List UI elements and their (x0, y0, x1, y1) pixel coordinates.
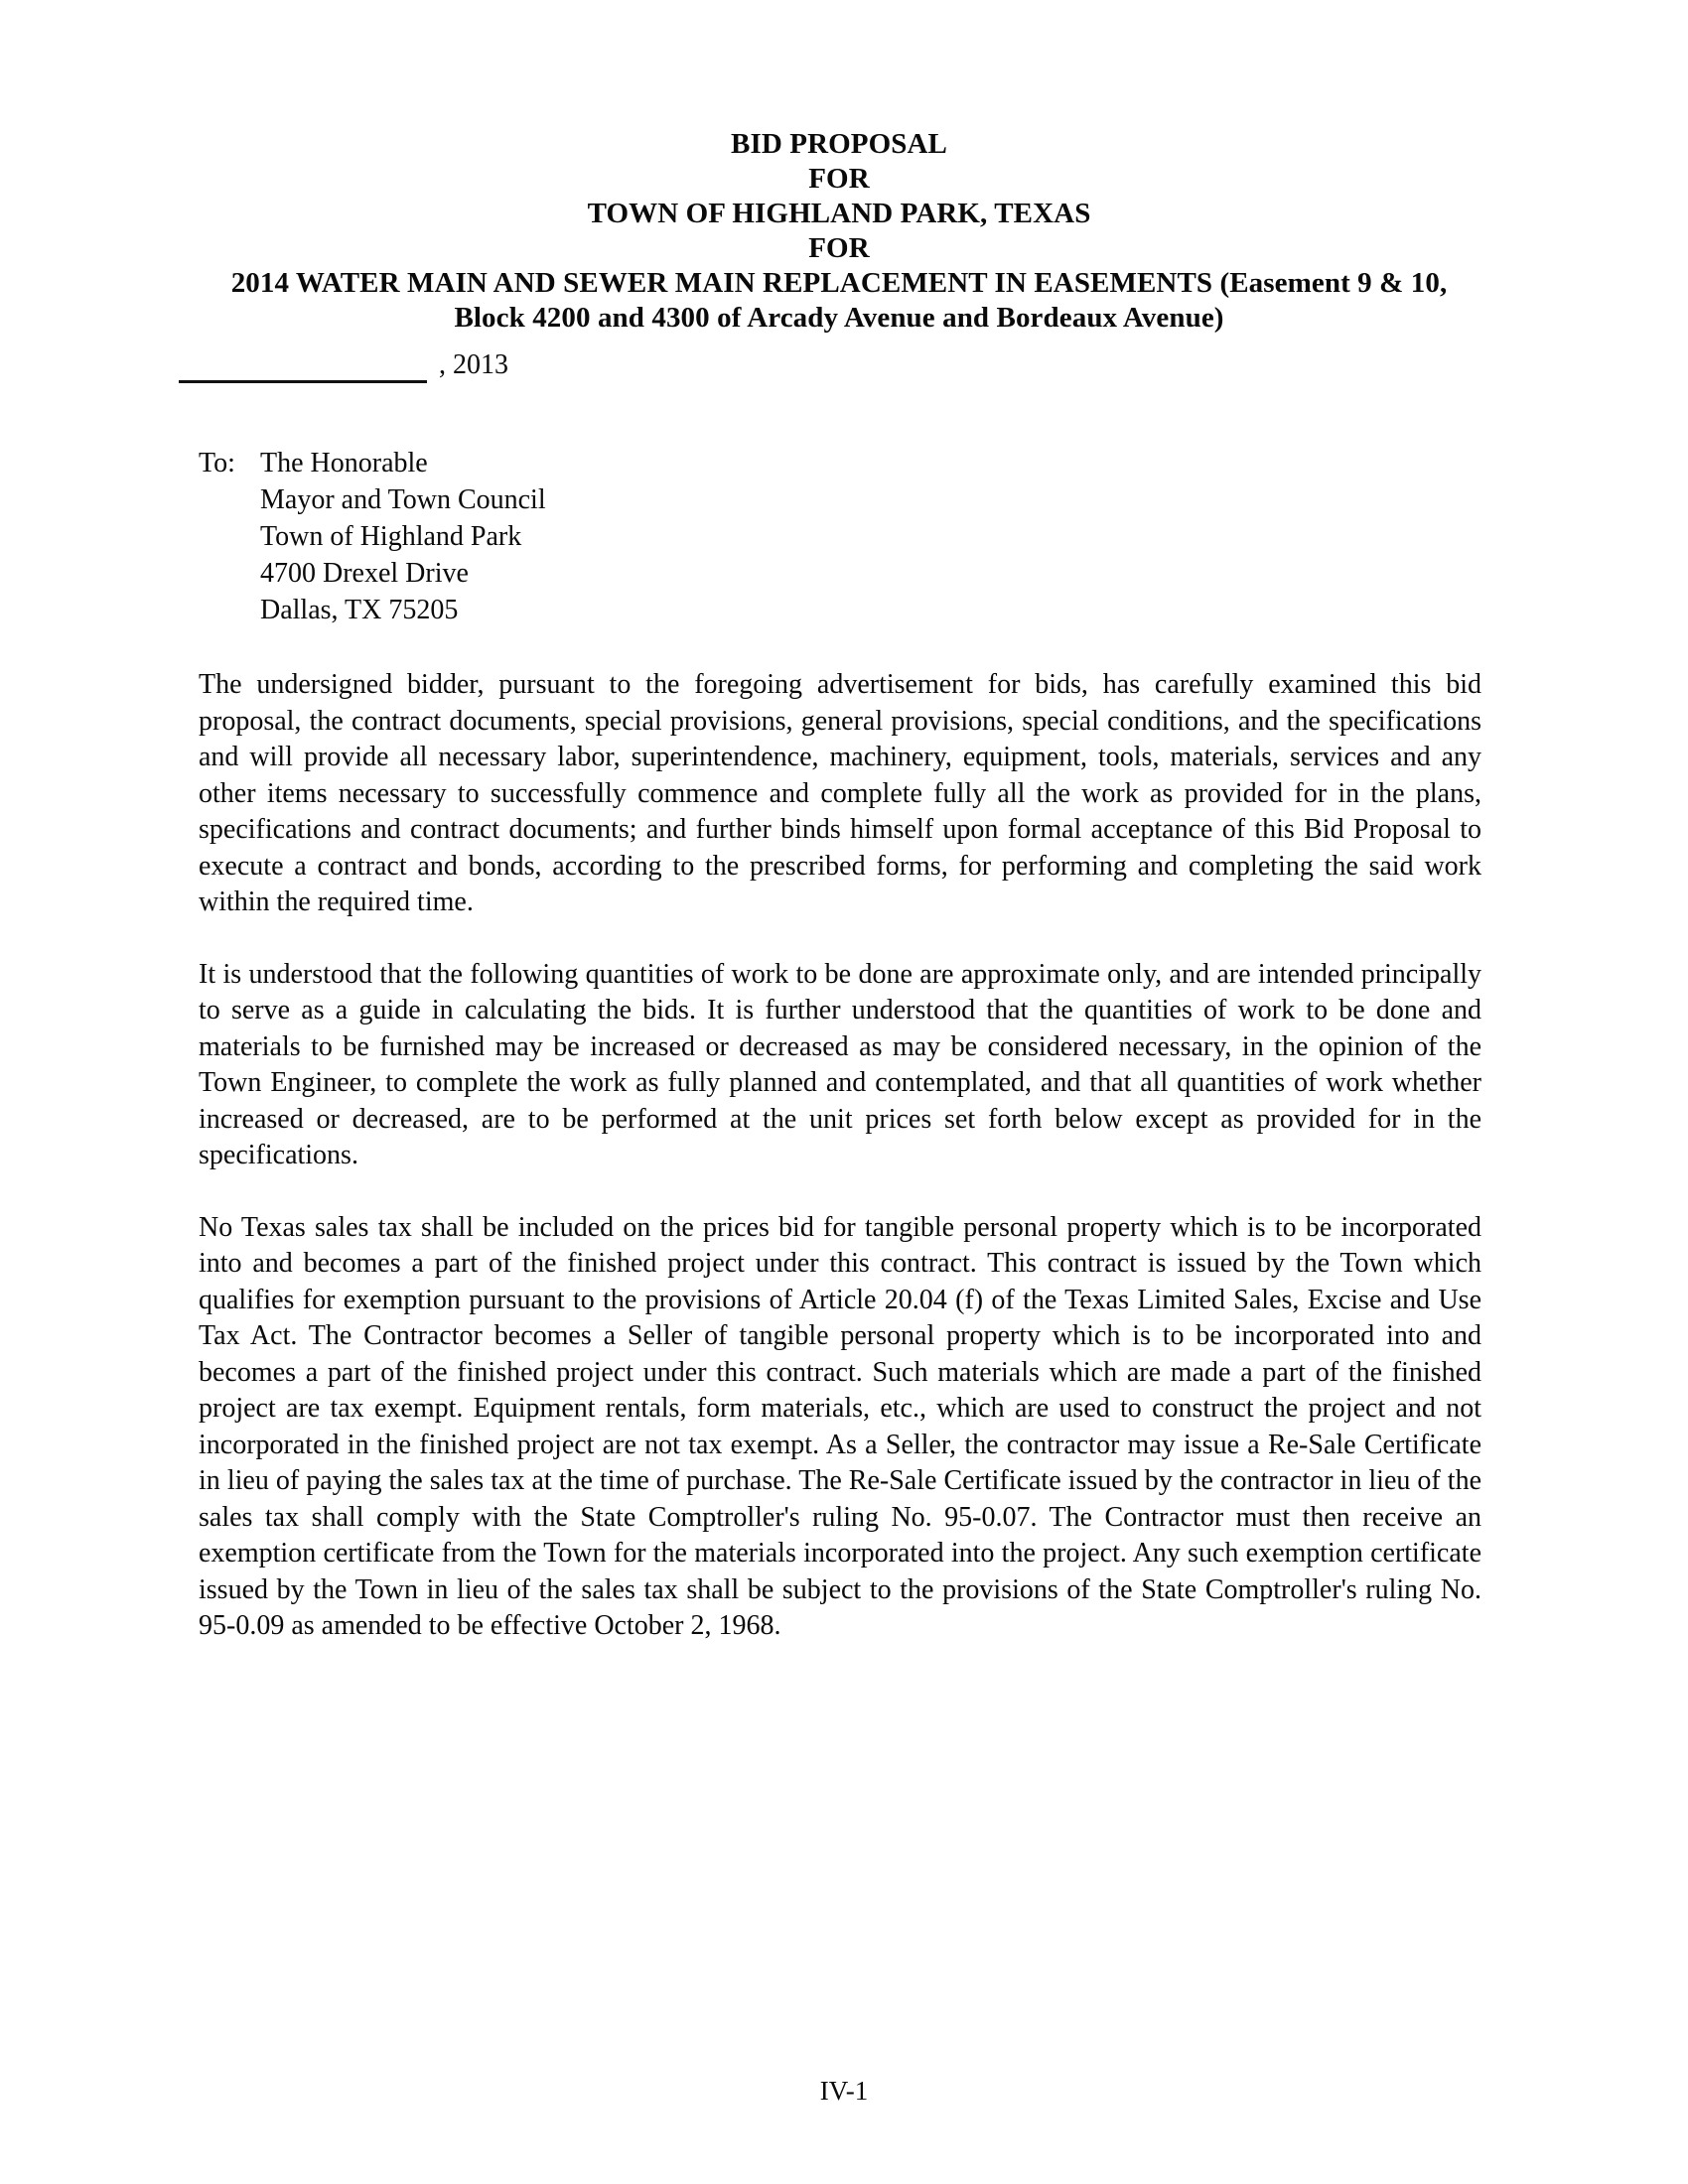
body-paragraph-3: No Texas sales tax shall be included on the prices bid for tangible personal property which is to be incorporated into and becomes a part of the finished project under this contract. This contract is issued by the Town which qualifies for exemption pursuant to the provisions of Article 20.04 (f) of the Texas Limited Sales, Excise and Use Tax Act. The Contractor becomes a Seller of tangible personal property which is to be incorporated into and becomes a part of the finished project under this contract. Such materials which are made a part of the finished project are tax exempt. Equipment rentals, form materials, etc., which are used to construct the project and not incorporated in the finished project are not tax exempt. As a Seller, the contractor may issue a Re-Sale Certificate in lieu of paying the sales tax at the time of purchase. The Re-Sale Certificate issued by the contractor in lieu of the sales tax shall comply with the State Comptroller's ruling No. 95-0.07. The Contractor must then receive an exemption certificate from the Town for the materials incorporated into the project. Any such exemption certificate issued by the Town in lieu of the sales tax shall be subject to the provisions of the State Comptroller's ruling No. 95-0.09 as amended to be effective October 2, 1968. (199, 1211, 1481, 1641)
document-heading (199, 127, 1479, 336)
document-body (199, 667, 1481, 1645)
date-blank-rule[interactable] (179, 380, 427, 383)
addressee-line-1: The Honorable (260, 448, 428, 478)
page-footer (0, 2075, 1688, 2107)
date-line (179, 347, 1479, 387)
heading-line-entity: TOWN OF HIGHLAND PARK, TEXAS (587, 198, 1091, 229)
heading-line-for-2: FOR (808, 232, 870, 264)
heading-line-title: BID PROPOSAL (731, 128, 947, 160)
addressee-first-row (199, 445, 993, 481)
page-number: IV-1 (819, 2076, 869, 2106)
heading-line-project: 2014 WATER MAIN AND SEWER MAIN REPLACEMENT IN EASEMENTS (Easement 9 & 10, Block 4200 and 4300 of Arcady Avenue and Bordeaux Avenue) (230, 267, 1448, 334)
body-paragraph-1: The undersigned bidder, pursuant to the foregoing advertisement for bids, has carefully examined this bid proposal, the contract documents, special provisions, general provisions, special conditions, and the specifications and will provide all necessary labor, superintendence, machinery, equipment, tools, materials, services and any other items necessary to successfully commence and complete fully all the work as provided for in the plans, specifications and contract documents; and further binds himself upon formal acceptance of this Bid Proposal to execute a contract and bonds, according to the prescribed forms, for performing and completing the said work within the required time. (199, 669, 1481, 917)
body-paragraph-2: It is understood that the following quantities of work to be done are approximate only, and are intended principally to serve as a guide in calculating the bids. It is further understood that the quantities of work to be done and materials to be furnished may be increased or decreased as may be considered necessary, in the opinion of the Town Engineer, to complete the work as fully planned and contemplated, and that all quantities of work whether increased or decreased, are to be performed at the unit prices set forth below except as provided for in the specifications. (199, 958, 1481, 1170)
addressee-line-3: Town of Highland Park (260, 521, 522, 552)
addressee-to-label: To: (199, 448, 235, 478)
date-year: , 2013 (439, 349, 508, 380)
addressee-block (199, 445, 993, 628)
addressee-line-4: 4700 Drexel Drive (260, 558, 469, 589)
heading-line-for-1: FOR (808, 163, 870, 195)
addressee-line-5: Dallas, TX 75205 (260, 595, 459, 625)
addressee-line-2: Mayor and Town Council (260, 484, 546, 515)
